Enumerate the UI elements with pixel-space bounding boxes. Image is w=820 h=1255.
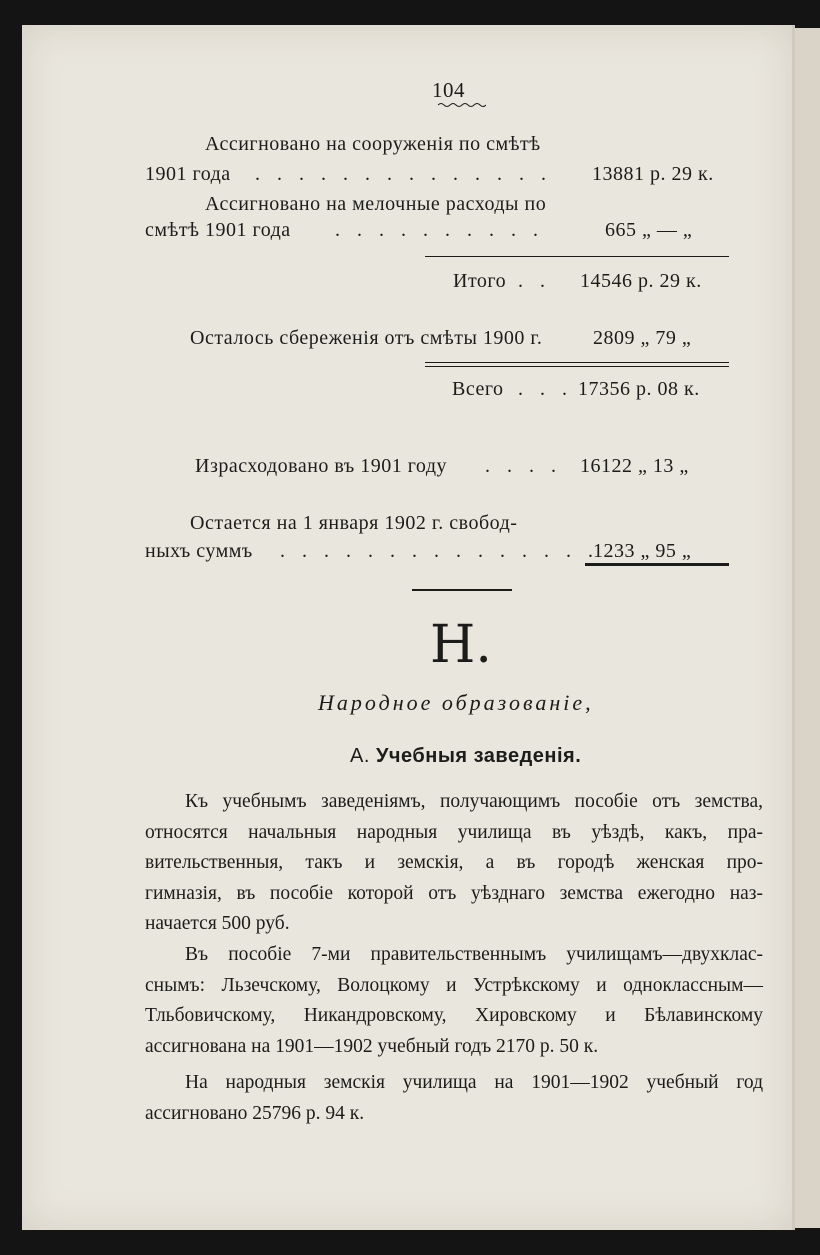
text-line: На народныя земскія училища на 1901—1902 учебный год xyxy=(185,1072,763,1093)
text-line: Тльбовичскому, Никандровскому, Хировскому и Бѣлавинскому xyxy=(145,1005,763,1026)
leader-dots: . . . xyxy=(518,378,573,400)
itogo-label: Итого xyxy=(453,270,507,292)
izrash-amount: 16122 „ 13 „ xyxy=(580,455,689,477)
ostalos-amount: 2809 „ 79 „ xyxy=(593,327,692,349)
page-number-ornament xyxy=(438,102,486,108)
text-line: снымъ: Льзечскому, Волоцкому и Устрѣкскому и одноклассным— xyxy=(145,974,763,996)
budget-line1-a: Ассигновано на сооруженія по смѣтѣ xyxy=(205,133,541,155)
text-line: Къ учебнымъ заведеніямъ, получающимъ пособіе отъ земства, xyxy=(185,791,763,812)
sum-rule xyxy=(425,362,729,363)
paragraph-3 xyxy=(145,1068,763,1129)
leader-dots: . . . . . . . . . . xyxy=(335,219,544,241)
budget-line1-b: 1901 года xyxy=(145,163,231,185)
leader-dots: . . . . . . . . . . . . . . . xyxy=(280,540,599,562)
budget-line2-amount: 665 „ — „ xyxy=(605,219,693,241)
budget-line2-b: смѣтѣ 1901 года xyxy=(145,219,291,241)
paragraph-1 xyxy=(145,787,763,940)
text-line: вительственныя, такъ и земскія, а въ городѣ женская про- xyxy=(145,852,763,873)
section-letter: Н. xyxy=(430,615,492,675)
sum-rule xyxy=(425,256,729,257)
ostaetsya-amount: 1233 „ 95 „ xyxy=(593,540,692,562)
text-line: начается 500 руб. xyxy=(145,913,290,934)
itogo-amount: 14546 р. 29 к. xyxy=(580,270,702,292)
vsego-label: Всего xyxy=(452,378,504,400)
adjacent-page-edge xyxy=(793,28,820,1228)
leader-dots: . . xyxy=(518,270,551,292)
budget-line2-a: Ассигновано на мелочные расходы по xyxy=(205,193,547,215)
text-line: гимназія, въ пособіе которой отъ уѣзднаго земства ежегодно наз- xyxy=(145,882,763,904)
vsego-amount: 17356 р. 08 к. xyxy=(578,378,700,400)
paragraph-2 xyxy=(145,940,763,1062)
budget-line1-amount: 13881 р. 29 к. xyxy=(592,163,714,185)
ostaetsya-a: Остается на 1 января 1902 г. свобод- xyxy=(190,512,518,534)
page-number: 104 xyxy=(432,78,465,102)
section-title: Народное образованіе, xyxy=(318,690,594,715)
ostalos-label: Осталось сбереженія отъ смѣты 1900 г. xyxy=(190,327,543,349)
ostaetsya-b: ныхъ суммъ xyxy=(145,540,253,562)
text-line: ассигнована на 1901—1902 учебный годъ 2170 р. 50 к. xyxy=(145,1035,599,1057)
total-rule xyxy=(585,563,729,566)
text-line: Въ пособіе 7-ми правительственнымъ училищамъ—двухклас- xyxy=(185,944,763,965)
subsection-prefix: А. xyxy=(350,745,370,767)
sum-rule xyxy=(425,366,729,367)
section-divider xyxy=(412,589,512,591)
text-line: ассигновано 25796 р. 94 к. xyxy=(145,1102,365,1124)
izrash-label: Израсходовано въ 1901 году xyxy=(195,455,448,477)
leader-dots: . . . . xyxy=(485,455,562,477)
text-line: относятся начальныя народныя училища въ уѣздѣ, какъ, пра- xyxy=(145,821,763,843)
leader-dots: . . . . . . . . . . . . . . xyxy=(255,163,552,185)
subsection-title: Учебныя заведенія. xyxy=(375,745,582,767)
subsection-heading xyxy=(350,745,581,768)
